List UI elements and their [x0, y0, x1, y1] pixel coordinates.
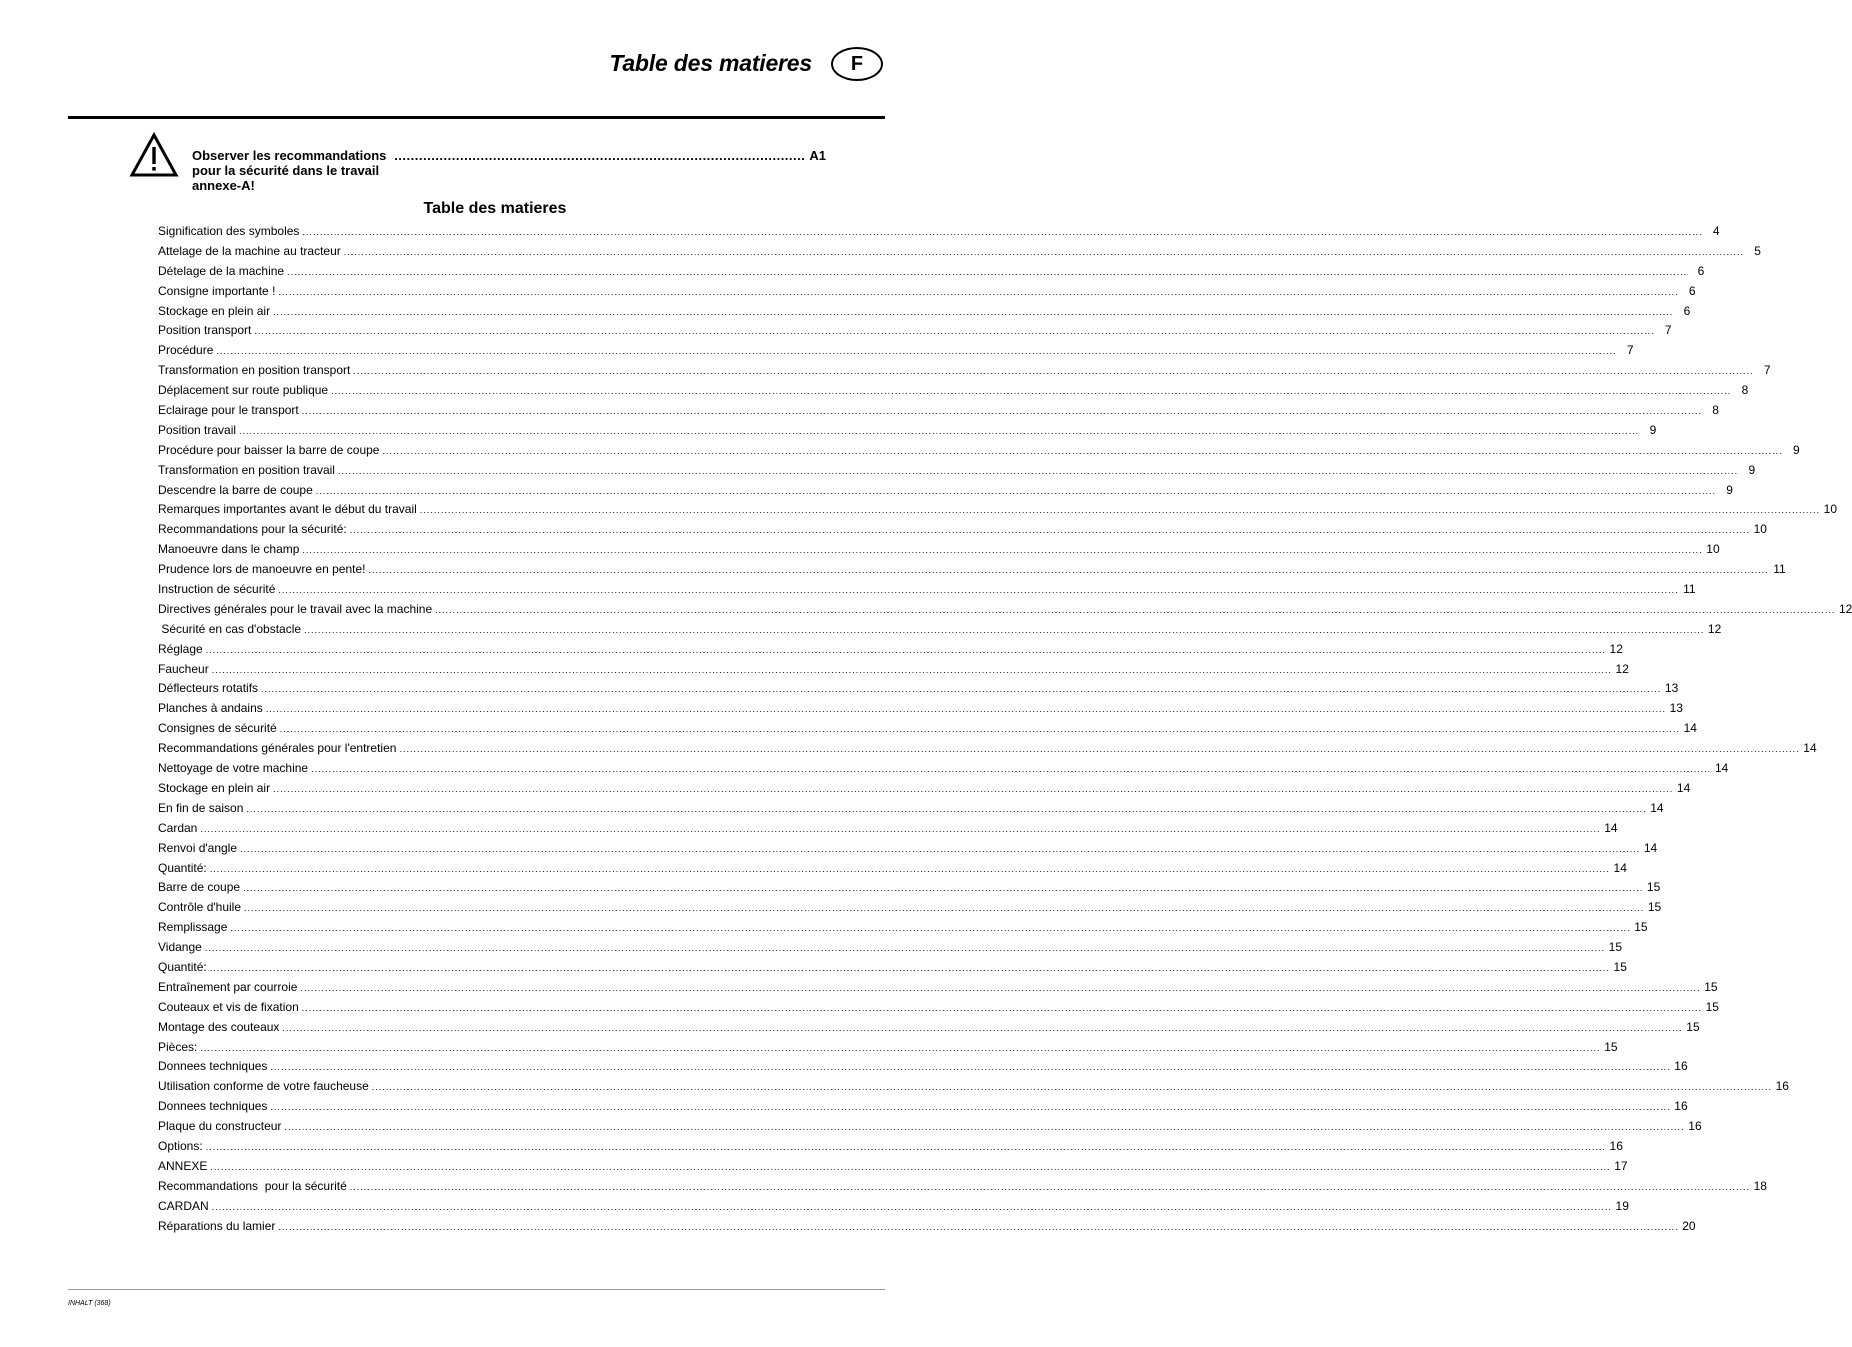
safety-notice-page: A1: [809, 148, 826, 163]
toc-entry-label: Quantité:: [158, 959, 207, 974]
toc-entry[interactable]: [158, 540, 1720, 560]
toc-entry-label: Réglage: [158, 641, 203, 656]
toc-entry-label: Nettoyage de votre machine: [158, 761, 309, 776]
toc-entry[interactable]: [158, 679, 1679, 699]
toc-entry-label: Utilisation conforme de votre faucheuse: [158, 1079, 369, 1094]
leader-dots: ................................................................................................................................................................................................................................................................................................................................................................................................................: [216, 346, 1617, 357]
leader-dots: ................................................................................................................................................................................................................................................................................................................................................................................................................: [278, 585, 1679, 596]
toc-entry-page: 12: [1609, 641, 1623, 656]
toc-entry[interactable]: [158, 222, 1720, 242]
safety-notice: [192, 148, 826, 193]
toc-entry-label: Vidange: [158, 940, 202, 955]
toc-entry-label: Remarques importantes avant le début du travail: [158, 502, 417, 517]
toc-entry-label: Consigne importante !: [158, 283, 276, 298]
leader-dots: ................................................................................................................................................................................................................................................................................................................................................................................................................: [282, 1022, 1683, 1033]
toc-entry[interactable]: [158, 421, 1657, 441]
leader-dots: ................................................................................................................................................................................................................................................................................................................................................................................................................: [353, 366, 1754, 377]
toc-entry[interactable]: [158, 918, 1648, 938]
toc-entry-label: Recommandations pour la sécurité:: [158, 522, 347, 537]
toc-entry-label: Dételage de la machine: [158, 263, 285, 278]
toc-entry-label: Entraînement par courroie: [158, 979, 298, 994]
leader-dots: ................................................................................................................................................................................................................................................................................................................................................................................................................: [244, 903, 1645, 914]
toc-entry-page: 15: [1646, 880, 1661, 895]
toc-entry-page: 12: [1838, 601, 1852, 616]
toc-entry[interactable]: [158, 739, 1817, 759]
toc-entry-page: 17: [1614, 1158, 1628, 1173]
leader-dots: ................................................................................................................................................................................................................................................................................................................................................................................................................: [435, 604, 1836, 615]
table-of-contents: [158, 222, 1852, 1236]
toc-entry-label: Position transport: [158, 323, 252, 338]
leader-dots: ................................................................................................................................................................................................................................................................................................................................................................................................................: [273, 306, 1674, 317]
toc-entry[interactable]: [158, 361, 1771, 381]
toc-entry[interactable]: [158, 898, 1662, 918]
toc-entry-label: Recommandations générales pour l'entretien: [158, 741, 397, 756]
toc-entry-page: 7: [1664, 323, 1672, 338]
leader-dots: ................................................................................................................................................................................................................................................................................................................................................................................................................: [261, 684, 1662, 695]
toc-entry-page: 7: [1626, 343, 1634, 358]
toc-entry-label: Procédure pour baisser la barre de coupe: [158, 442, 380, 457]
toc-entry-page: 15: [1704, 979, 1718, 994]
toc-entry-label: Descendre la barre de coupe: [158, 482, 313, 497]
toc-entry-label: Donnees techniques: [158, 1099, 268, 1114]
leader-dots: ................................................................................................................................................................................................................................................................................................................................................................................................................: [315, 485, 1716, 496]
toc-entry-page: 16: [1609, 1138, 1623, 1153]
toc-entry-page: 4: [1712, 224, 1720, 238]
toc-entry-label: Transformation en position transport: [158, 363, 351, 378]
toc-entry[interactable]: [158, 242, 1761, 262]
safety-notice-text: Observer les recommandations pour la sécurité dans le travail annexe-A!: [192, 148, 387, 193]
toc-entry-page: 13: [1669, 701, 1683, 716]
toc-entry-page: 15: [1608, 940, 1623, 955]
header-divider: [68, 116, 885, 119]
toc-entry[interactable]: [158, 481, 1733, 501]
leader-dots: ................................................................................................................................................................................................................................................................................................................................................................................................................: [399, 744, 1800, 755]
toc-entry[interactable]: [158, 461, 1756, 481]
leader-dots: ................................................................................................................................................................................................................................................................................................................................................................................................................: [300, 982, 1701, 993]
toc-entry[interactable]: [158, 341, 1634, 361]
leader-dots: ................................................................................................................................................................................................................................................................................................................................................................................................................: [211, 1201, 1612, 1212]
toc-entry-page: 10: [1823, 502, 1838, 517]
toc-entry-page: 9: [1792, 442, 1800, 457]
leader-dots: ................................................................................................................................................................................................................................................................................................................................................................................................................: [204, 943, 1606, 954]
language-badge: F: [831, 47, 883, 81]
toc-entry-label: Prudence lors de manoeuvre en pente!: [158, 562, 366, 577]
toc-entry-label: Manoeuvre dans le champ: [158, 542, 300, 557]
leader-dots: ................................................................................................................................................................................................................................................................................................................................................................................................................: [209, 863, 1610, 874]
toc-entry-page: 18: [1753, 1178, 1767, 1193]
toc-entry-label: Remplissage: [158, 920, 228, 935]
toc-entry-label: Eclairage pour le transport: [158, 403, 299, 418]
leader-dots: ................................................................................................................................................................................................................................................................................................................................................................................................................: [270, 1062, 1671, 1073]
toc-entry-label: Procédure: [158, 343, 214, 358]
toc-entry[interactable]: [158, 1217, 1696, 1237]
toc-entry-page: 6: [1688, 283, 1696, 298]
toc-entry[interactable]: [158, 839, 1658, 859]
toc-entry[interactable]: [158, 381, 1749, 401]
toc-entry[interactable]: [158, 282, 1696, 302]
toc-entry-page: 14: [1613, 860, 1627, 875]
toc-entry[interactable]: [158, 958, 1627, 978]
toc-entry-page: 16: [1674, 1099, 1688, 1114]
toc-entry-label: Stockage en plein air: [158, 303, 271, 318]
toc-entry[interactable]: [158, 560, 1786, 580]
toc-entry[interactable]: [158, 878, 1661, 898]
toc-entry[interactable]: [158, 1197, 1629, 1217]
leader-dots: ................................................................................................................................................................................................................................................................................................................................................................................................................: [368, 565, 1769, 576]
toc-entry-page: 9: [1748, 462, 1756, 477]
footer-divider: [68, 1289, 885, 1290]
toc-entry-page: 16: [1688, 1119, 1702, 1134]
toc-entry-page: 6: [1683, 303, 1691, 318]
toc-entry-page: 13: [1664, 681, 1679, 696]
page-title: Table des matieres: [609, 50, 812, 76]
leader-dots: ................................................................................................................................................................................................................................................................................................................................................................................................................: [240, 843, 1641, 854]
toc-entry[interactable]: [158, 441, 1800, 461]
toc-entry[interactable]: [158, 779, 1691, 799]
leader-dots: ................................................................................................................................................................................................................................................................................................................................................................................................................: [200, 823, 1601, 834]
leader-dots: ................................................................................................................................................................................................................................................................................................................................................................................................................: [302, 227, 1703, 237]
toc-entry-page: 15: [1634, 920, 1648, 935]
leader-dots: ................................................................................................................................................................................................................................................................................................................................................................................................................: [230, 923, 1631, 934]
leader-dots: ................................................................................................................................................................................................................................................................................................................................................................................................................: [205, 1141, 1606, 1152]
toc-entry[interactable]: [158, 799, 1664, 819]
toc-entry[interactable]: [158, 600, 1852, 620]
toc-entry[interactable]: [158, 1137, 1623, 1157]
leader-dots: ................................................................................................................................................................................................................................................................................................................................................................................................................: [270, 1102, 1671, 1113]
leader-dots: ................................................................................................................................................................................................................................................................................................................................................................................................................: [209, 962, 1610, 973]
toc-entry-label: Sécurité en cas d'obstacle: [158, 621, 302, 636]
toc-entry-label: Attelage de la machine au tracteur: [158, 243, 341, 258]
toc-entry-page: 14: [1676, 780, 1691, 795]
leader-dots: ................................................................................................................................................................................................................................................................................................................................................................................................................: [265, 704, 1666, 715]
toc-entry[interactable]: [158, 719, 1697, 739]
toc-entry-label: Déplacement sur route publique: [158, 383, 329, 398]
toc-entry[interactable]: [158, 1097, 1688, 1117]
toc-entry-label: Barre de coupe: [158, 880, 241, 895]
leader-dots: ................................................................................................................................................................................................................................................................................................................................................................................................................: [301, 1002, 1702, 1013]
toc-entry-label: Quantité:: [158, 860, 207, 875]
toc-entry-label: Faucheur: [158, 661, 209, 676]
toc-entry[interactable]: [158, 1117, 1702, 1137]
toc-entry[interactable]: [158, 520, 1767, 540]
toc-entry[interactable]: [158, 262, 1705, 282]
toc-entry-page: 9: [1726, 482, 1733, 497]
toc-entry-page: 14: [1643, 840, 1658, 855]
toc-entry-page: 11: [1683, 582, 1696, 597]
toc-entry[interactable]: [158, 1057, 1688, 1077]
toc-entry-page: 20: [1682, 1218, 1696, 1233]
toc-entry-label: Instruction de sécurité: [158, 582, 276, 597]
toc-entry[interactable]: [158, 1157, 1628, 1177]
leader-dots: ................................................................................................................................................................................................................................................................................................................................................................................................................: [278, 286, 1679, 297]
toc-entry-label: Transformation en position travail: [158, 462, 335, 477]
toc-entry-page: 14: [1803, 741, 1817, 756]
leader-dots: ................................................................................................................................................................................................................................................................................................................................................................................................................: [311, 764, 1712, 775]
toc-entry-page: 19: [1615, 1198, 1629, 1213]
leader-dots: ................................................................................................................................................................................................................................................................................................................................................................................................................: [273, 783, 1674, 794]
toc-entry-page: 16: [1674, 1059, 1688, 1074]
toc-entry-label: En fin de saison: [158, 800, 244, 815]
leader-dots: ................................................................................................................................................................................................................................................................................................................................................................................................................: [239, 425, 1640, 436]
toc-entry-page: 8: [1741, 383, 1749, 398]
toc-entry-page: 15: [1686, 1019, 1700, 1034]
leader-dots: ................................................................................................................................................................................................................................................................................................................................................................................................................: [343, 246, 1744, 257]
footer-code: INHALT (368): [68, 1300, 111, 1307]
toc-entry[interactable]: [158, 859, 1627, 879]
toc-entry[interactable]: [158, 640, 1623, 660]
toc-entry-label: Montage des couteaux: [158, 1019, 280, 1034]
leader-dots: ................................................................................................................................................................................................................................................................................................................................................................................................................: [301, 406, 1702, 417]
toc-entry-label: Déflecteurs rotatifs: [158, 681, 259, 696]
toc-entry-page: 14: [1714, 761, 1729, 776]
toc-entry[interactable]: [158, 998, 1719, 1018]
leader-dots: ................................................................................................................................................................................................................................................................................................................................................................................................................: [278, 1221, 1679, 1232]
toc-entry-label: Planches à andains: [158, 701, 263, 716]
toc-entry-label: Réparations du lamier: [158, 1218, 276, 1233]
toc-entry[interactable]: [158, 500, 1838, 520]
toc-entry-label: Signification des symboles: [158, 224, 300, 238]
leader-dots: ................................................................................................................................................................................................................................................................................................................................................................................................................: [205, 644, 1606, 655]
toc-entry[interactable]: [158, 1018, 1700, 1038]
toc-entry-label: Options:: [158, 1138, 203, 1153]
toc-entry-label: Renvoi d'angle: [158, 840, 238, 855]
toc-entry[interactable]: [158, 620, 1722, 640]
toc-entry-page: 11: [1773, 562, 1786, 577]
leader-dots: ................................................................................................................................................................................................................................................................................................................................................................................................................: [287, 266, 1688, 277]
toc-entry-label: Donnees techniques: [158, 1059, 268, 1074]
toc-entry-page: 14: [1683, 721, 1697, 736]
leader-dots: ................................................................................................................................................................................................................................................................................................................................................................................................................: [419, 505, 1821, 516]
leader-dots: ................................................................................................................................................................................................................................................................................................................................................................................................................: [382, 445, 1783, 456]
toc-entry-label: Pièces:: [158, 1039, 198, 1054]
leader-dots: ................................................................................................................................................................................................................................................................................................................................................................................................................: [254, 326, 1655, 337]
toc-entry-page: 6: [1697, 263, 1705, 278]
toc-entry-page: 15: [1647, 900, 1662, 915]
leader-dots: ................................................................................................................................................................................................................................................................................................................................................................................................................: [349, 1181, 1750, 1192]
toc-entry-label: Cardan: [158, 820, 198, 835]
leader-dots: ................................................................................................................................................................................................................................................................................................................................................................................................................: [337, 465, 1739, 476]
toc-entry-label: Consignes de sécurité: [158, 721, 277, 736]
toc-entry-label: Recommandations pour la sécurité: [158, 1178, 347, 1193]
leader-dots: ................................................................................................................................................................................................................................................................................................................................................................................................................: [304, 624, 1705, 635]
toc-heading: Table des matieres: [423, 200, 567, 217]
toc-entry-label: Position travail: [158, 422, 237, 437]
leader-dots: ................................................................................................................................................................................................................................................................................................................................................................................................................: [371, 1082, 1772, 1093]
toc-entry-label: Directives générales pour le travail avec la machine: [158, 601, 433, 616]
leader-dots: ................................................................................................................................................................................................................................................................................................................................................................................................................: [302, 545, 1703, 556]
warning-triangle-icon: [129, 132, 179, 178]
toc-entry-page: 10: [1706, 542, 1720, 557]
toc-entry-page: 9: [1649, 422, 1657, 437]
toc-entry[interactable]: [158, 401, 1719, 421]
leader-dots: ....................................................................................................: [394, 148, 806, 163]
toc-entry[interactable]: [158, 1077, 1789, 1097]
toc-entry[interactable]: [158, 938, 1623, 958]
toc-entry-label: ANNEXE: [158, 1158, 208, 1173]
toc-entry-page: 15: [1613, 959, 1627, 974]
toc-entry[interactable]: [158, 1177, 1767, 1197]
toc-entry-page: 5: [1754, 243, 1761, 258]
toc-entry-page: 12: [1707, 621, 1722, 636]
leader-dots: ................................................................................................................................................................................................................................................................................................................................................................................................................: [284, 1122, 1685, 1133]
leader-dots: ................................................................................................................................................................................................................................................................................................................................................................................................................: [210, 1161, 1611, 1172]
leader-dots: ................................................................................................................................................................................................................................................................................................................................................................................................................: [246, 803, 1647, 814]
toc-entry[interactable]: [158, 819, 1618, 839]
toc-entry-label: Stockage en plein air: [158, 780, 271, 795]
toc-entry-page: 14: [1604, 820, 1618, 835]
toc-entry[interactable]: [158, 660, 1629, 680]
toc-entry-label: Plaque du constructeur: [158, 1119, 282, 1134]
toc-entry[interactable]: [158, 699, 1683, 719]
toc-entry-label: CARDAN: [158, 1198, 209, 1213]
leader-dots: ................................................................................................................................................................................................................................................................................................................................................................................................................: [349, 525, 1750, 536]
toc-entry[interactable]: [158, 580, 1696, 600]
leader-dots: ................................................................................................................................................................................................................................................................................................................................................................................................................: [200, 1042, 1601, 1053]
toc-entry-page: 10: [1753, 522, 1767, 537]
toc-entry-page: 16: [1775, 1079, 1789, 1094]
toc-entry[interactable]: [158, 759, 1729, 779]
toc-entry-page: 8: [1712, 403, 1719, 418]
leader-dots: ................................................................................................................................................................................................................................................................................................................................................................................................................: [211, 664, 1612, 675]
toc-entry[interactable]: [158, 1038, 1618, 1058]
leader-dots: ................................................................................................................................................................................................................................................................................................................................................................................................................: [279, 724, 1680, 735]
toc-entry-page: 14: [1650, 800, 1664, 815]
leader-dots: ................................................................................................................................................................................................................................................................................................................................................................................................................: [243, 883, 1644, 894]
toc-entry-page: 12: [1615, 661, 1629, 676]
toc-entry-page: 15: [1705, 999, 1719, 1014]
toc-entry[interactable]: [158, 302, 1691, 322]
toc-entry-label: Contrôle d'huile: [158, 900, 242, 915]
leader-dots: ................................................................................................................................................................................................................................................................................................................................................................................................................: [331, 386, 1732, 397]
toc-entry-page: 7: [1763, 363, 1771, 378]
toc-entry-label: Couteaux et vis de fixation: [158, 999, 299, 1014]
toc-entry[interactable]: [158, 978, 1718, 998]
toc-entry-page: 15: [1604, 1039, 1618, 1054]
toc-entry[interactable]: [158, 321, 1672, 341]
